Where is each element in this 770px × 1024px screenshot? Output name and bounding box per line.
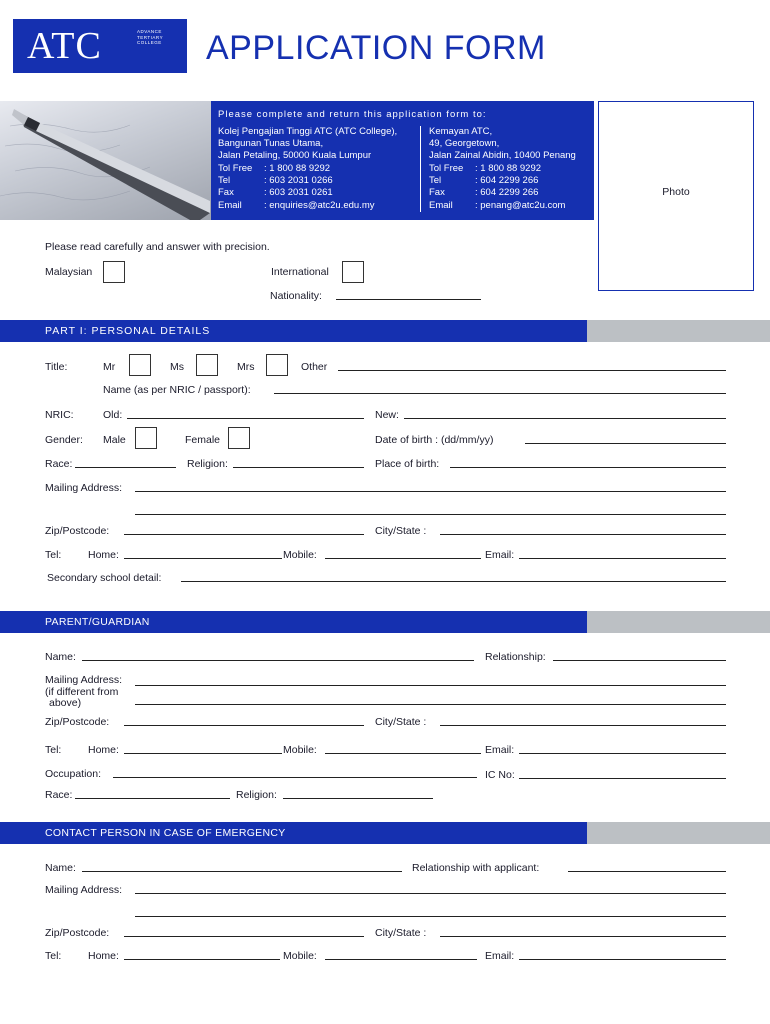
- guardian-occupation-label: Occupation:: [45, 768, 102, 780]
- emergency-mobile-label: Mobile:: [283, 950, 317, 962]
- guardian-zip-field[interactable]: [124, 725, 364, 726]
- pen-image: [0, 101, 211, 220]
- gender-label: Gender:: [45, 434, 83, 446]
- race-label: Race:: [45, 458, 73, 470]
- emergency-mailing-field-1[interactable]: [135, 893, 726, 894]
- female-label: Female: [185, 434, 221, 446]
- religion-field[interactable]: [233, 467, 364, 468]
- guardian-email-label: Email:: [485, 744, 515, 756]
- pob-field[interactable]: [450, 467, 726, 468]
- dob-label: Date of birth : (dd/mm/yy): [375, 434, 494, 446]
- emergency-home-field[interactable]: [124, 959, 280, 960]
- guardian-city-field[interactable]: [440, 725, 726, 726]
- emergency-relationship-field[interactable]: [568, 871, 726, 872]
- banner-left-line-3: Jalan Petaling, 50000 Kuala Lumpur: [218, 150, 372, 161]
- guardian-mailing-note: above): [49, 697, 82, 709]
- other-field[interactable]: [338, 370, 726, 371]
- guardian-relationship-field[interactable]: [553, 660, 726, 661]
- emergency-city-label: City/State :: [375, 927, 427, 939]
- emergency-city-field[interactable]: [440, 936, 726, 937]
- address-banner: [0, 101, 594, 220]
- emergency-email-label: Email:: [485, 950, 515, 962]
- other-label: Other: [301, 361, 328, 373]
- guardian-race-field[interactable]: [75, 798, 230, 799]
- guardian-occupation-field[interactable]: [113, 777, 477, 778]
- emergency-name-field[interactable]: [82, 871, 402, 872]
- banner-right-value: : 604 2299 266: [475, 187, 539, 198]
- dob-field[interactable]: [525, 443, 726, 444]
- international-label: International: [271, 266, 329, 278]
- malaysian-checkbox[interactable]: [103, 261, 125, 283]
- banner-right-value: : penang@atc2u.com: [475, 200, 566, 211]
- banner-right-value: : 604 2299 266: [475, 175, 539, 186]
- nric-old-label: Old:: [103, 409, 123, 421]
- ms-checkbox[interactable]: [196, 354, 218, 376]
- emergency-name-label: Name:: [45, 862, 76, 874]
- male-checkbox[interactable]: [135, 427, 157, 449]
- section-heading-guardian: PARENT/GUARDIAN: [45, 616, 150, 628]
- emergency-tel-label: Tel:: [45, 950, 62, 962]
- emergency-relationship-label: Relationship with applicant:: [412, 862, 540, 874]
- banner-heading: Please complete and return this application form to:: [218, 109, 487, 120]
- emergency-email-field[interactable]: [519, 959, 726, 960]
- banner-left-value: : 603 2031 0266: [264, 175, 333, 186]
- emergency-mailing-label: Mailing Address:: [45, 884, 123, 896]
- banner-left-line-1: Kolej Pengajian Tinggi ATC (ATC College),: [218, 126, 398, 137]
- mailing-field-1[interactable]: [135, 491, 726, 492]
- mailing-field-2[interactable]: [135, 514, 726, 515]
- banner-left-label: Email: [218, 200, 242, 211]
- section-bar-grey: [587, 822, 770, 844]
- guardian-email-field[interactable]: [519, 753, 726, 754]
- nric-new-label: New:: [375, 409, 399, 421]
- international-checkbox[interactable]: [342, 261, 364, 283]
- guardian-relationship-label: Relationship:: [485, 651, 546, 663]
- banner-right-label: Fax: [429, 187, 445, 198]
- name-label: Name (as per NRIC / passport):: [103, 384, 251, 396]
- section-heading-emergency: CONTACT PERSON IN CASE OF EMERGENCY: [45, 827, 286, 839]
- emergency-mailing-field-2[interactable]: [135, 916, 726, 917]
- school-field[interactable]: [181, 581, 726, 582]
- zip-field[interactable]: [124, 534, 364, 535]
- city-field[interactable]: [440, 534, 726, 535]
- photo-box[interactable]: [598, 101, 754, 291]
- guardian-ic-field[interactable]: [519, 778, 726, 779]
- banner-left-value: : enquiries@atc2u.edu.my: [264, 200, 375, 211]
- guardian-home-field[interactable]: [124, 753, 282, 754]
- banner-left-label: Fax: [218, 187, 234, 198]
- nric-new-field[interactable]: [404, 418, 726, 419]
- section-heading-personal: PART I: PERSONAL DETAILS: [45, 325, 211, 337]
- ms-label: Ms: [170, 361, 184, 373]
- atc-logo: [13, 19, 187, 73]
- logo-subtext: ADVANCE TERTIARY COLLEGE: [137, 29, 164, 45]
- instruction-text: Please read carefully and answer with precision.: [45, 241, 270, 253]
- school-label: Secondary school detail:: [47, 572, 162, 584]
- banner-right-label: Tol Free: [429, 163, 464, 174]
- nric-old-field[interactable]: [127, 418, 364, 419]
- email-label: Email:: [485, 549, 515, 561]
- pob-label: Place of birth:: [375, 458, 440, 470]
- race-field[interactable]: [75, 467, 176, 468]
- guardian-mailing-field-1[interactable]: [135, 685, 726, 686]
- malaysian-label: Malaysian: [45, 266, 93, 278]
- banner-divider: [420, 126, 421, 212]
- mrs-label: Mrs: [237, 361, 255, 373]
- name-field[interactable]: [274, 393, 726, 394]
- banner-right-line-1: Kemayan ATC,: [429, 126, 493, 137]
- guardian-zip-label: Zip/Postcode:: [45, 716, 110, 728]
- home-field[interactable]: [124, 558, 282, 559]
- emergency-mobile-field[interactable]: [325, 959, 477, 960]
- banner-right-label: Tel: [429, 175, 442, 186]
- guardian-name-field[interactable]: [82, 660, 474, 661]
- banner-right-value: : 1 800 88 9292: [475, 163, 542, 174]
- tel-label: Tel:: [45, 549, 62, 561]
- guardian-tel-label: Tel:: [45, 744, 62, 756]
- city-label: City/State :: [375, 525, 427, 537]
- banner-left-value: : 603 2031 0261: [264, 187, 333, 198]
- guardian-ic-label: IC No:: [485, 769, 515, 781]
- guardian-mailing-field-2[interactable]: [135, 704, 726, 705]
- guardian-mailing-label: Mailing Address:: [45, 674, 123, 686]
- banner-left-value: : 1 800 88 9292: [264, 163, 331, 174]
- guardian-city-label: City/State :: [375, 716, 427, 728]
- guardian-mobile-field[interactable]: [325, 753, 481, 754]
- zip-label: Zip/Postcode:: [45, 525, 110, 537]
- guardian-home-label: Home:: [88, 744, 119, 756]
- banner-right-label: Email: [429, 200, 453, 211]
- banner-left-label: Tel: [218, 175, 231, 186]
- religion-label: Religion:: [187, 458, 228, 470]
- female-checkbox[interactable]: [228, 427, 250, 449]
- nric-label: NRIC:: [45, 409, 74, 421]
- section-bar-grey: [587, 320, 770, 342]
- guardian-religion-field[interactable]: [283, 798, 433, 799]
- mailing-label: Mailing Address:: [45, 482, 123, 494]
- banner-right-line-2: 49, Georgetown,: [429, 138, 500, 149]
- guardian-name-label: Name:: [45, 651, 76, 663]
- guardian-mobile-label: Mobile:: [283, 744, 317, 756]
- mobile-field[interactable]: [325, 558, 481, 559]
- banner-right-line-3: Jalan Zainal Abidin, 10400 Penang: [429, 150, 576, 161]
- nationality-label: Nationality:: [270, 290, 322, 302]
- section-bar-grey: [587, 611, 770, 633]
- page-title: APPLICATION FORM: [206, 29, 546, 67]
- emergency-zip-label: Zip/Postcode:: [45, 927, 110, 939]
- emergency-zip-field[interactable]: [124, 936, 364, 937]
- guardian-race-label: Race:: [45, 789, 73, 801]
- mr-label: Mr: [103, 361, 116, 373]
- email-field[interactable]: [519, 558, 726, 559]
- emergency-home-label: Home:: [88, 950, 119, 962]
- guardian-religion-label: Religion:: [236, 789, 277, 801]
- nationality-field[interactable]: [336, 299, 481, 300]
- male-label: Male: [103, 434, 126, 446]
- banner-left-label: Tol Free: [218, 163, 253, 174]
- mr-checkbox[interactable]: [129, 354, 151, 376]
- photo-label: Photo: [662, 186, 690, 198]
- mrs-checkbox[interactable]: [266, 354, 288, 376]
- home-label: Home:: [88, 549, 119, 561]
- logo-text: ATC: [27, 25, 102, 67]
- mobile-label: Mobile:: [283, 549, 317, 561]
- guardian-mailing-note: (if different from: [45, 686, 119, 698]
- title-label: Title:: [45, 361, 68, 373]
- banner-left-line-2: Bangunan Tunas Utama,: [218, 138, 324, 149]
